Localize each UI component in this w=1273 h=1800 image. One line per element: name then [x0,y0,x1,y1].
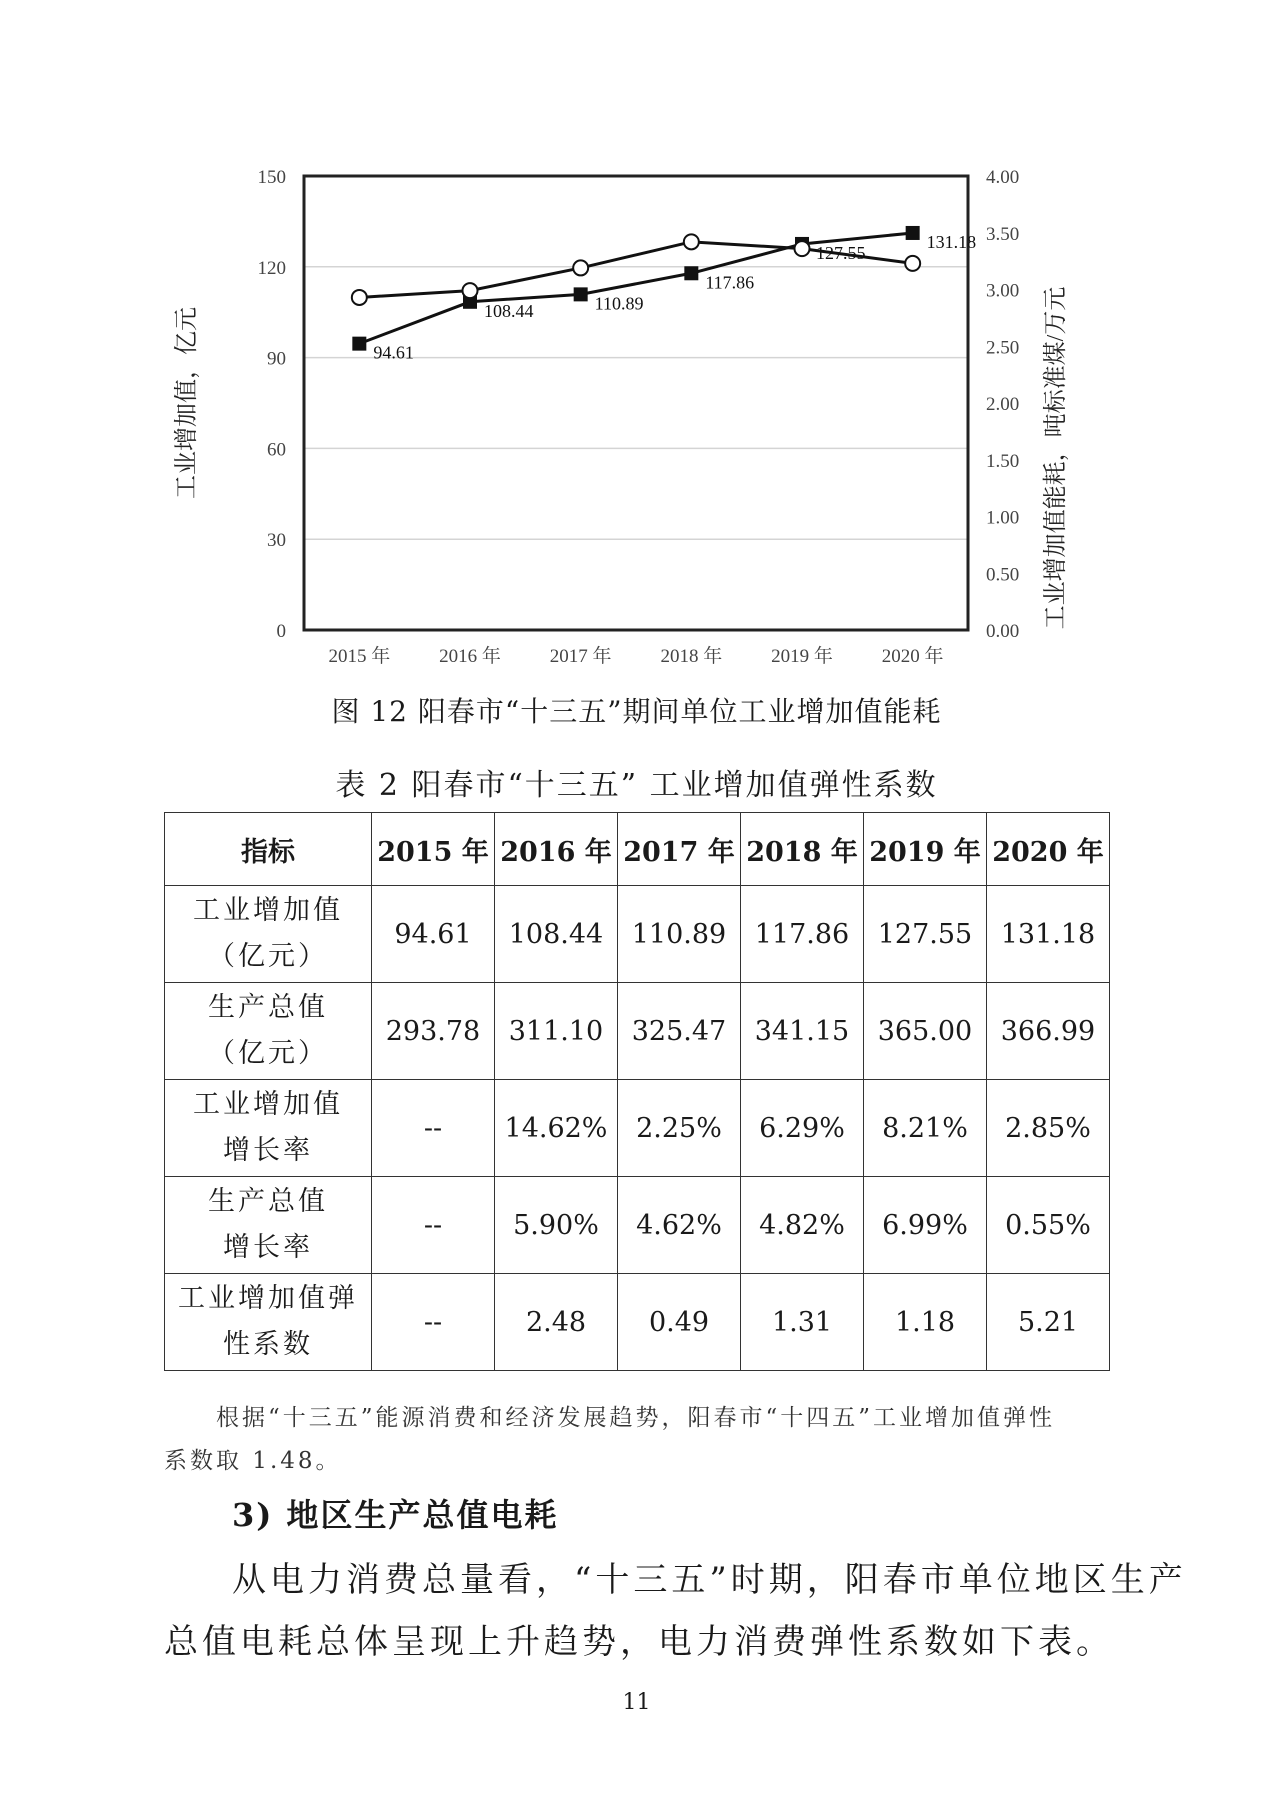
right-tick-label: 3.50 [986,223,1020,245]
table-header-row [165,813,1110,886]
table-cell: 0.49 [618,1274,741,1371]
circle-point [352,290,367,305]
right-tick-label: 3.00 [986,280,1020,302]
table-cell: 1.18 [864,1274,987,1371]
table-row [165,1080,1110,1177]
circle-point [463,283,478,298]
square-point [906,226,920,240]
left-tick-label: 60 [267,439,286,461]
header-cell: 2018 年 [741,813,864,886]
right-tick-label: 2.00 [986,394,1020,415]
header-cell: 2017 年 [618,813,741,886]
table-cell: 131.18 [987,886,1110,983]
series-marks [352,226,976,363]
row-label: 工业增加值 （亿元） [165,886,372,983]
left-tick-label: 90 [267,348,286,370]
table-cell: 2.48 [495,1274,618,1371]
section-heading: 3) 地区生产总值电耗 [232,1496,559,1534]
table-cell: 366.99 [987,983,1110,1080]
left-axis-ticks [258,167,287,642]
circle-point [795,241,810,256]
table-row [165,886,1110,983]
table-cell: 0.55% [987,1177,1110,1274]
plot-area-frame [304,176,968,630]
circle-point [573,260,588,275]
table-cell: 14.62% [495,1080,618,1177]
table-cell: 108.44 [495,886,618,983]
table-cell: 6.99% [864,1177,987,1274]
right-tick-label: 1.50 [986,450,1020,472]
circle-point [684,234,699,249]
left-tick-label: 0 [276,621,286,642]
right-tick-label: 0.00 [986,621,1020,642]
header-cell: 指标 [165,813,372,886]
header-cell: 2020 年 [987,813,1110,886]
figure-caption: 图 12 阳春市“十三五”期间单位工业增加值能耗 [331,695,942,728]
table-cell: 2.25% [618,1080,741,1177]
table-cell: 325.47 [618,983,741,1080]
row-label: 生产总值 （亿元） [165,983,372,1080]
x-tick-label: 2020 年 [881,646,944,667]
table-note-continued: 系数取 1.48。 [164,1448,342,1474]
row-label: 工业增加值 增长率 [165,1080,372,1177]
table-cell: 5.90% [495,1177,618,1274]
table-cell: 8.21% [864,1080,987,1177]
table-cell: 127.55 [864,886,987,983]
data-label: 94.61 [373,342,414,363]
table-cell: 311.10 [495,983,618,1080]
right-axis-ticks [986,167,1019,642]
elasticity-table [164,812,1110,1371]
table-cell: 4.82% [741,1177,864,1274]
table-row [165,983,1110,1080]
body-paragraph-continued: 总值电耗总体呈现上升趋势，电力消费弹性系数如下表。 [164,1622,1114,1662]
table-note: 根据“十三五”能源消费和经济发展趋势，阳春市“十四五”工业增加值弹性 [216,1405,1056,1431]
square-point [684,266,698,280]
right-axis-label: 工业增加值能耗，吨标准煤/万元 [1043,286,1069,630]
x-tick-label: 2017 年 [549,646,612,667]
row-label: 生产总值 增长率 [165,1177,372,1274]
right-tick-label: 4.00 [986,167,1020,188]
table-cell: 365.00 [864,983,987,1080]
table-cell: 6.29% [741,1080,864,1177]
data-label: 117.86 [705,272,755,293]
table-cell: 2.85% [987,1080,1110,1177]
left-tick-label: 30 [267,530,286,552]
table-cell: 293.78 [372,983,495,1080]
left-axis-label: 工业增加值，亿元 [174,307,200,499]
energy-consumption-chart [0,0,1273,690]
x-axis-ticks [328,645,943,667]
table-cell: 117.86 [741,886,864,983]
x-tick-label: 2018 年 [660,646,723,667]
circle-point [905,256,920,271]
page-number: 11 [622,1690,651,1715]
data-label: 131.18 [926,231,977,252]
data-label: 108.44 [484,300,534,321]
table-cell: 1.31 [741,1274,864,1371]
row-label: 工业增加值弹 性系数 [165,1274,372,1371]
x-tick-label: 2019 年 [771,646,833,667]
table-cell: 5.21 [987,1274,1110,1371]
table-cell: -- [372,1177,495,1274]
table-row [165,1177,1110,1274]
right-tick-label: 0.50 [986,564,1020,586]
header-cell: 2019 年 [864,813,987,886]
right-tick-label: 2.50 [986,337,1020,359]
table-cell: 110.89 [618,886,741,983]
left-tick-label: 120 [257,257,286,279]
square-point [352,337,366,351]
data-label: 127.55 [816,242,866,263]
x-tick-label: 2016 年 [439,646,501,667]
x-tick-label: 2015 年 [328,646,391,667]
body-paragraph: 从电力消费总量看，“十三五”时期，阳春市单位地区生产 [232,1560,1187,1600]
table-cell: 341.15 [741,983,864,1080]
table-cell: -- [372,1274,495,1371]
table-cell: 4.62% [618,1177,741,1274]
table-cell: 94.61 [372,886,495,983]
right-tick-label: 1.00 [986,507,1020,529]
left-tick-label: 150 [257,167,286,188]
table-row [165,1274,1110,1371]
table-cell: -- [372,1080,495,1177]
table-caption: 表 2 阳春市“十三五” 工业增加值弹性系数 [335,768,938,803]
data-label: 110.89 [594,293,644,314]
header-cell: 2016 年 [495,813,618,886]
square-point [574,287,588,301]
header-cell: 2015 年 [372,813,495,886]
